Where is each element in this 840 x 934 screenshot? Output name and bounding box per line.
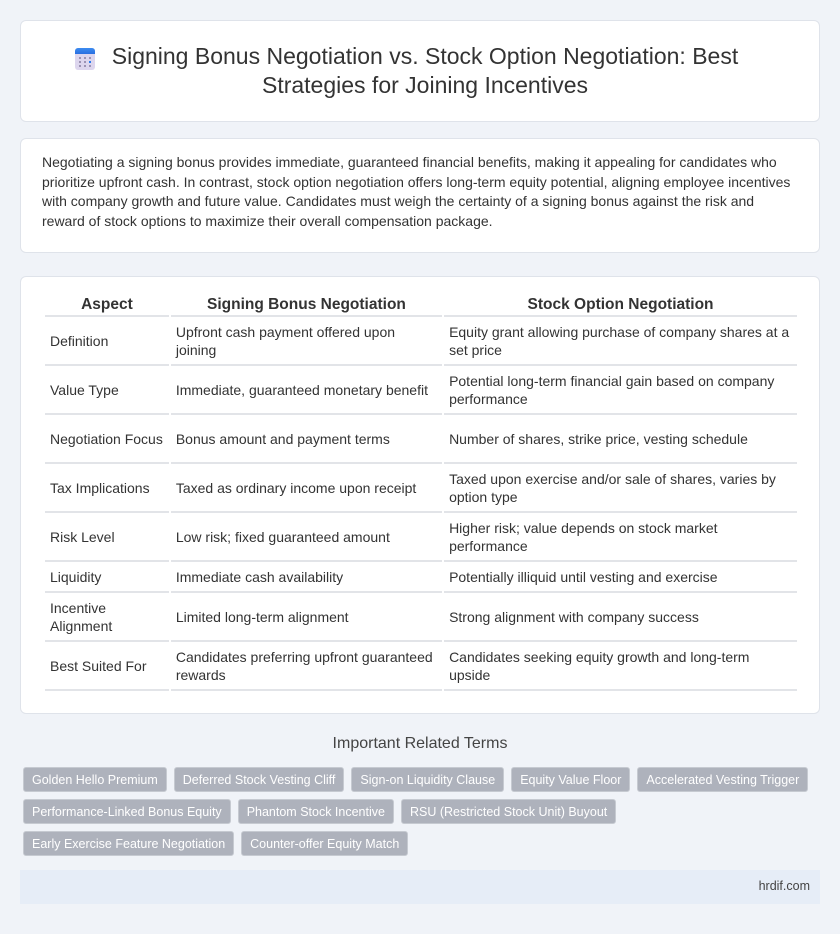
signing-bonus-cell: Immediate, guaranteed monetary benefit: [171, 366, 442, 415]
signing-bonus-cell: Immediate cash availability: [171, 562, 442, 593]
footer-site-link[interactable]: hrdif.com: [758, 879, 810, 893]
table-header-row: [45, 295, 797, 317]
stock-option-cell: Number of shares, strike price, vesting schedule: [444, 415, 797, 464]
signing-bonus-cell: Limited long-term alignment: [171, 593, 442, 642]
aspect-cell: Tax Implications: [45, 464, 169, 513]
header-card: [20, 20, 820, 122]
signing-bonus-cell: Bonus amount and payment terms: [171, 415, 442, 464]
related-term-tag[interactable]: Golden Hello Premium: [23, 767, 167, 792]
table-row: [45, 415, 797, 464]
related-term-tag[interactable]: Performance-Linked Bonus Equity: [23, 799, 231, 824]
related-terms-title: Important Related Terms: [332, 735, 508, 752]
aspect-cell: Negotiation Focus: [45, 415, 169, 464]
aspect-cell: Risk Level: [45, 513, 169, 562]
intro-card: [20, 138, 820, 253]
table-row: [45, 513, 797, 562]
related-term-tag[interactable]: Phantom Stock Incentive: [238, 799, 394, 824]
header-stock-option: Stock Option Negotiation: [444, 295, 797, 317]
comparison-table-card: [20, 276, 820, 714]
aspect-cell: Incentive Alignment: [45, 593, 169, 642]
table-row: [45, 366, 797, 415]
table-row: [45, 593, 797, 642]
signing-bonus-cell: Taxed as ordinary income upon receipt: [171, 464, 442, 513]
stock-option-cell: Potential long-term financial gain based on company performance: [444, 366, 797, 415]
comparison-table: [43, 295, 799, 691]
stock-option-cell: Potentially illiquid until vesting and exercise: [444, 562, 797, 593]
related-term-tag[interactable]: Accelerated Vesting Trigger: [637, 767, 808, 792]
table-row: [45, 317, 797, 366]
stock-option-cell: Candidates seeking equity growth and long-term upside: [444, 642, 797, 691]
related-term-tag[interactable]: Equity Value Floor: [511, 767, 630, 792]
stock-option-cell: Taxed upon exercise and/or sale of shares, varies by option type: [444, 464, 797, 513]
aspect-cell: Best Suited For: [45, 642, 169, 691]
related-term-tag[interactable]: Counter-offer Equity Match: [241, 831, 408, 856]
stock-option-cell: Strong alignment with company success: [444, 593, 797, 642]
signing-bonus-cell: Candidates preferring upfront guaranteed rewards: [171, 642, 442, 691]
table-row: [45, 464, 797, 513]
header-signing-bonus: Signing Bonus Negotiation: [171, 295, 442, 317]
footer: [20, 870, 820, 904]
aspect-cell: Liquidity: [45, 562, 169, 593]
aspect-cell: Value Type: [45, 366, 169, 415]
header-aspect: Aspect: [45, 295, 169, 317]
intro-paragraph: Negotiating a signing bonus provides immediate, guaranteed financial benefits, making it appealing for candidates who prioritize upfront cash. In contrast, stock option negotiation offers long-term equity potential, aligning employee incentives with company growth and future value. Candidates must weigh the certainty of a signing bonus against the risk and reward of stock options to maximize their overall compensation package.: [42, 154, 791, 229]
table-row: [45, 562, 797, 593]
stock-option-cell: Higher risk; value depends on stock market performance: [444, 513, 797, 562]
stock-option-cell: Equity grant allowing purchase of company shares at a set price: [444, 317, 797, 366]
table-row: [45, 642, 797, 691]
related-term-tag[interactable]: Early Exercise Feature Negotiation: [23, 831, 234, 856]
related-term-tag[interactable]: RSU (Restricted Stock Unit) Buyout: [401, 799, 616, 824]
signing-bonus-cell: Upfront cash payment offered upon joining: [171, 317, 442, 366]
related-term-tag[interactable]: Deferred Stock Vesting Cliff: [174, 767, 345, 792]
signing-bonus-cell: Low risk; fixed guaranteed amount: [171, 513, 442, 562]
aspect-cell: Definition: [45, 317, 169, 366]
related-term-tag[interactable]: Sign-on Liquidity Clause: [351, 767, 504, 792]
related-terms-list: [23, 767, 813, 856]
page-title: Signing Bonus Negotiation vs. Stock Option Negotiation: Best Strategies for Joining Incentives: [111, 43, 739, 98]
